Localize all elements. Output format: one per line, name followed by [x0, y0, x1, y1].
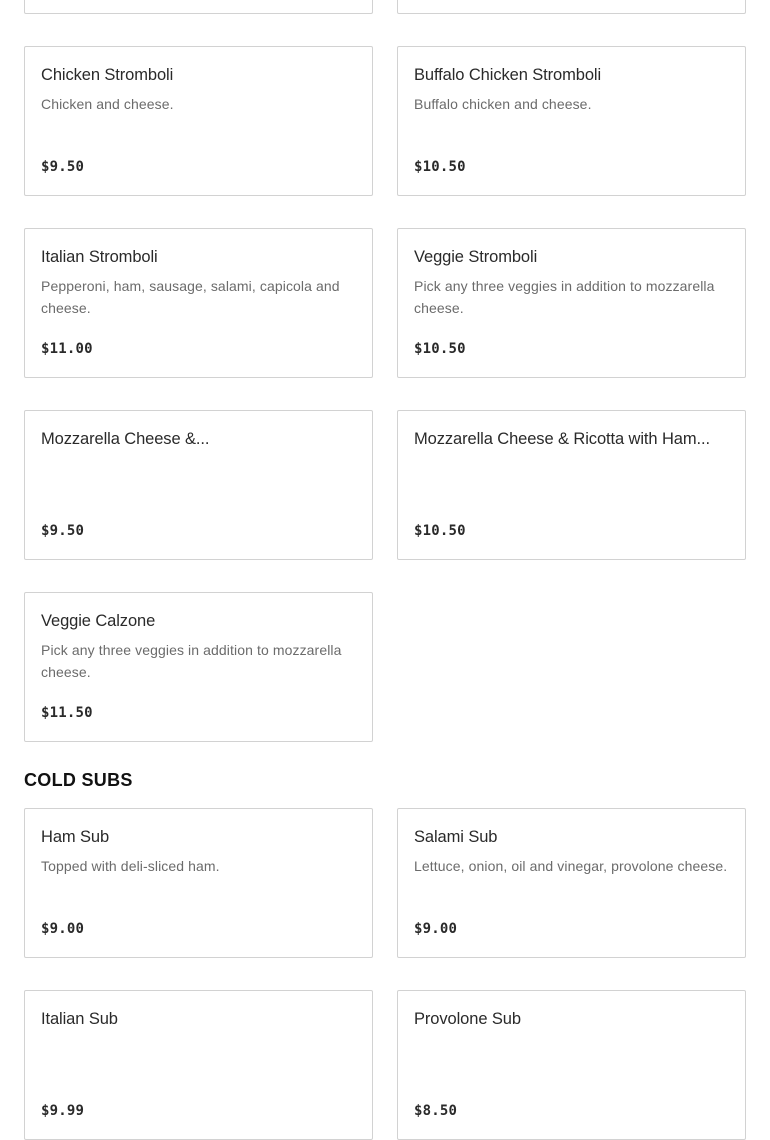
menu-item-card[interactable] — [24, 592, 373, 742]
menu-item-card[interactable] — [397, 228, 746, 378]
menu-item-card-partial[interactable] — [397, 0, 746, 14]
item-description: Buffalo chicken and cheese. — [414, 96, 592, 112]
menu-item-card[interactable] — [397, 46, 746, 196]
item-price: $11.00 — [41, 341, 93, 357]
menu-item-card[interactable] — [24, 808, 373, 958]
menu-item-card[interactable] — [24, 990, 373, 1140]
menu-item-card[interactable] — [397, 410, 746, 560]
menu-item-card[interactable] — [397, 808, 746, 958]
item-description: Pick any three veggies in addition to mozzarella cheese. — [41, 642, 342, 680]
item-price: $8.50 — [414, 1103, 458, 1119]
item-description: Pepperoni, ham, sausage, salami, capicola and cheese. — [41, 278, 340, 316]
item-name: Salami Sub — [414, 828, 498, 846]
previous-items-partial — [24, 0, 746, 14]
item-name: Veggie Calzone — [41, 612, 156, 630]
item-description: Lettuce, onion, oil and vinegar, provolone cheese. — [414, 858, 728, 874]
item-description: Chicken and cheese. — [41, 96, 174, 112]
item-name: Mozzarella Cheese &... — [41, 430, 210, 448]
item-price: $9.50 — [41, 523, 85, 539]
menu-section-calzones — [24, 46, 746, 742]
menu-item-card[interactable] — [397, 990, 746, 1140]
item-name: Buffalo Chicken Stromboli — [414, 66, 602, 84]
menu-item-card[interactable] — [24, 228, 373, 378]
item-price: $9.50 — [41, 159, 85, 175]
item-name: Italian Sub — [41, 1010, 118, 1028]
item-name: Ham Sub — [41, 828, 110, 846]
item-name: Italian Stromboli — [41, 248, 158, 266]
item-name: Veggie Stromboli — [414, 248, 538, 266]
menu-section-cold-subs — [24, 808, 746, 1140]
item-description: Pick any three veggies in addition to mozzarella cheese. — [414, 278, 715, 316]
item-price: $10.50 — [414, 159, 466, 175]
item-description: Topped with deli-sliced ham. — [41, 858, 220, 874]
menu-page — [24, 0, 746, 1140]
item-name: Chicken Stromboli — [41, 66, 174, 84]
item-price: $9.00 — [41, 921, 85, 937]
menu-item-card-partial[interactable] — [24, 0, 373, 14]
section-heading-cold-subs: COLD SUBS — [24, 770, 133, 790]
menu-item-card[interactable] — [24, 410, 373, 560]
item-price: $10.50 — [414, 523, 466, 539]
item-name: Mozzarella Cheese & Ricotta with Ham... — [414, 430, 710, 448]
item-price: $11.50 — [41, 705, 93, 721]
item-name: Provolone Sub — [414, 1010, 521, 1028]
item-price: $10.50 — [414, 341, 466, 357]
item-price: $9.00 — [414, 921, 458, 937]
menu-item-card[interactable] — [24, 46, 373, 196]
item-price: $9.99 — [41, 1103, 85, 1119]
